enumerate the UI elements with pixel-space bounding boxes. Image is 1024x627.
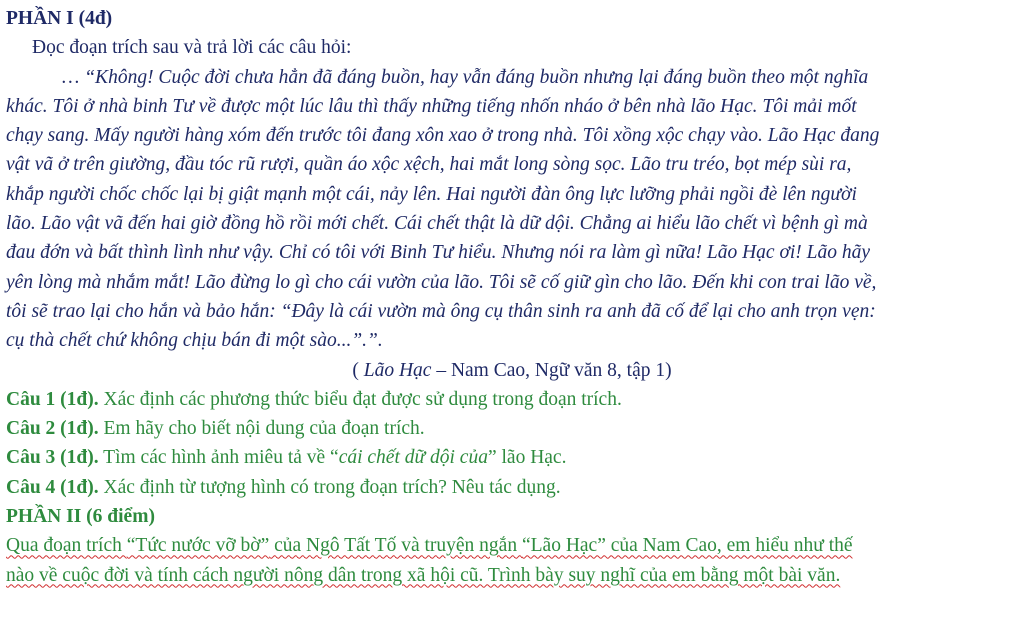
instruction: Đọc đoạn trích sau và trả lời các câu hỏi: — [32, 37, 352, 59]
passage-line: … “Không! Cuộc đời chưa hẳn đã đáng buồn, hay vẫn đáng buồn nhưng lại đáng buồn theo một nghĩa — [62, 66, 869, 88]
question-3 — [6, 443, 1018, 472]
passage-line: khắp người chốc chốc lại bị giật mạnh một cái, nảy lên. Hai người đàn ông lực lưỡng phải ngồi đè lên người — [6, 183, 857, 205]
source-open: ( — [352, 359, 364, 381]
question-label: Câu 4 (1đ). — [6, 476, 99, 498]
passage — [6, 63, 1018, 356]
source-title: Lão Hạc — [363, 359, 432, 381]
question-text: Tìm các hình ảnh miêu tả về “ — [98, 447, 339, 469]
source-rest: – Nam Cao, Ngữ văn 8, tập 1) — [431, 359, 672, 381]
question-text: Xác định các phương thức biểu đạt được sử dụng trong đoạn trích. — [98, 388, 622, 410]
part2-text-line2: nào về cuộc đời và tính cách người nông dân trong xã hội cũ. Trình bày suy nghĩ của em bằng một bài văn. — [6, 564, 841, 586]
part2-prompt-line — [6, 531, 1018, 560]
question-text: Xác định từ tượng hình có trong đoạn trích? Nêu tác dụng. — [98, 476, 561, 498]
question-quote: cái chết dữ dội của — [338, 447, 488, 469]
passage-line: lão. Lão vật vã đến hai giờ đồng hồ rồi mới chết. Cái chết thật là dữ dội. Chẳng ai hiểu lão chết vì bệnh gì mà — [6, 213, 868, 235]
source-citation — [6, 356, 1018, 385]
question-label: Câu 1 (1đ). — [6, 388, 99, 410]
question-label: Câu 2 (1đ). — [6, 418, 99, 440]
part2-prompt-line — [6, 561, 1018, 590]
passage-line: yên lòng mà nhắm mắt! Lão đừng lo gì cho cái vườn của lão. Tôi sẽ cố giữ gìn cho lão. Đến khi con trai lão về, — [6, 271, 877, 293]
passage-line: chạy sang. Mấy người hàng xóm đến trước tôi đang xôn xao ở trong nhà. Tôi xồng xộc chạy vào. Lão Hạc đang — [6, 125, 880, 147]
part2-text-e: của Nam Cao, em hiểu như thế — [605, 535, 853, 557]
question-2 — [6, 414, 1018, 443]
part2-story-title: “Lão Hạc” — [521, 535, 606, 557]
question-text: Em hãy cho biết nội dung của đoạn trích. — [98, 418, 425, 440]
part2-text-a: Qua đoạn trích — [6, 535, 127, 557]
question-text-end: ” lão Hạc. — [487, 447, 567, 469]
part1-heading: PHẦN I (4đ) — [6, 8, 113, 29]
question-1 — [6, 385, 1018, 414]
part2-work-title: “Tức nước vỡ bờ” — [126, 535, 270, 557]
passage-line: đau đớn và bất thình lình như vậy. Chỉ có tôi với Binh Tư hiểu. Nhưng nói ra làm gì nữa! Lão Hạc ơi! Lão hãy — [6, 242, 871, 264]
question-label: Câu 3 (1đ). — [6, 447, 99, 469]
passage-line: vật vã ở trên giường, đầu tóc rũ rượi, quần áo xộc xệch, hai mắt long sòng sọc. Lão tru tréo, bọt mép sùi ra, — [6, 154, 852, 176]
part2-text-c: của Ngô Tất Tố và truyện ngắn — [269, 535, 522, 557]
question-4 — [6, 473, 1018, 502]
part2-heading: PHẦN II (6 điểm) — [6, 506, 155, 528]
passage-line: khác. Tôi ở nhà binh Tư về được một lúc lâu thì thấy những tiếng nhốn nháo ở bên nhà lão Hạc. Tôi mải mốt — [6, 95, 857, 117]
passage-line: tôi sẽ trao lại cho hắn và bảo hắn: “Đây là cái vườn mà ông cụ thân sinh ra anh đã cố để lại cho anh trọn vẹn: — [6, 300, 876, 322]
passage-line: cụ thà chết chứ không chịu bán đi một sào...”.”. — [6, 330, 383, 352]
